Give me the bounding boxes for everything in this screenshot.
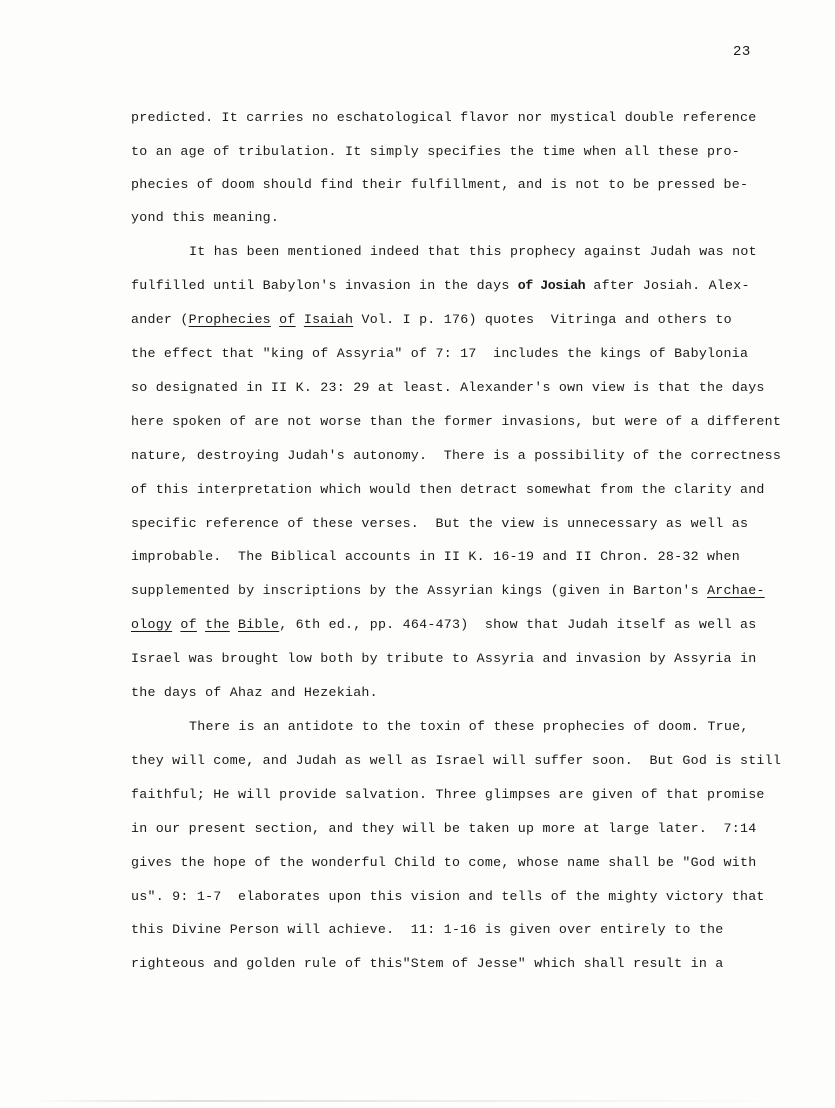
text-line: There is an antidote to the toxin of these prophecies of doom. True, <box>189 719 749 734</box>
text-line <box>131 311 732 329</box>
book-title: Bible <box>238 617 280 632</box>
text-line: Israel was brought low both by tribute to Assyria and invasion by Assyria in <box>131 651 757 666</box>
text-run: Vol. I p. 176) quotes Vitringa and others to <box>361 312 732 327</box>
text-run: supplemented by inscriptions by the Assyrian kings (given in Barton's <box>131 583 699 598</box>
text-line: this Divine Person will achieve. 11: 1-16 is given over entirely to the <box>131 922 724 937</box>
text-run: fulfilled until Babylon's invasion in the days <box>131 278 510 293</box>
book-title: the <box>205 617 230 632</box>
struck-out-text: of Josiah <box>517 278 586 293</box>
text-line: phecies of doom should find their fulfillment, and is not to be pressed be- <box>131 177 749 192</box>
text-line: improbable. The Biblical accounts in II K. 16-19 and II Chron. 28-32 when <box>131 549 740 564</box>
page-bottom-edge <box>30 1100 790 1102</box>
book-title: of <box>279 312 296 327</box>
book-title: Prophecies <box>188 312 271 327</box>
text-line: righteous and golden rule of this"Stem of Jesse" which shall result in a <box>131 956 724 971</box>
text-line: the effect that "king of Assyria" of 7: 17 includes the kings of Babylonia <box>131 346 749 361</box>
text-line: predicted. It carries no eschatological flavor nor mystical double reference <box>131 110 757 125</box>
text-line: nature, destroying Judah's autonomy. There is a possibility of the correctness <box>131 448 782 463</box>
text-line: to an age of tribulation. It simply specifies the time when all these pro- <box>131 144 740 159</box>
text-line: here spoken of are not worse than the former invasions, but were of a different <box>131 414 782 429</box>
book-title: Archae- <box>707 583 765 598</box>
text-line: specific reference of these verses. But the view is unnecessary as well as <box>131 516 749 531</box>
text-line: so designated in II K. 23: 29 at least. Alexander's own view is that the days <box>131 380 765 395</box>
page-number: 23 <box>733 44 751 60</box>
text-line: It has been mentioned indeed that this prophecy against Judah was not <box>189 244 757 259</box>
text-line: faithful; He will provide salvation. Three glimpses are given of that promise <box>131 787 765 802</box>
text-line: gives the hope of the wonderful Child to come, whose name shall be "God with <box>131 855 757 870</box>
book-title: of <box>180 617 197 632</box>
text-run: after Josiah. Alex- <box>593 278 750 293</box>
text-line: they will come, and Judah as well as Israel will suffer soon. But God is still <box>131 753 782 768</box>
text-line: of this interpretation which would then detract somewhat from the clarity and <box>131 482 765 497</box>
book-title: ology <box>131 617 173 632</box>
text-line: the days of Ahaz and Hezekiah. <box>131 685 378 700</box>
book-title: Isaiah <box>303 312 354 327</box>
text-line: in our present section, and they will be taken up more at large later. 7:14 <box>131 821 757 836</box>
text-line: yond this meaning. <box>131 210 280 225</box>
text-line <box>131 277 750 295</box>
text-line <box>131 616 757 634</box>
text-run: , 6th ed., pp. 464-473) show that Judah itself as well as <box>279 617 757 632</box>
text-line: us". 9: 1-7 elaborates upon this vision and tells of the mighty victory that <box>131 889 765 904</box>
text-run: ander ( <box>131 312 189 327</box>
text-line <box>131 582 765 600</box>
